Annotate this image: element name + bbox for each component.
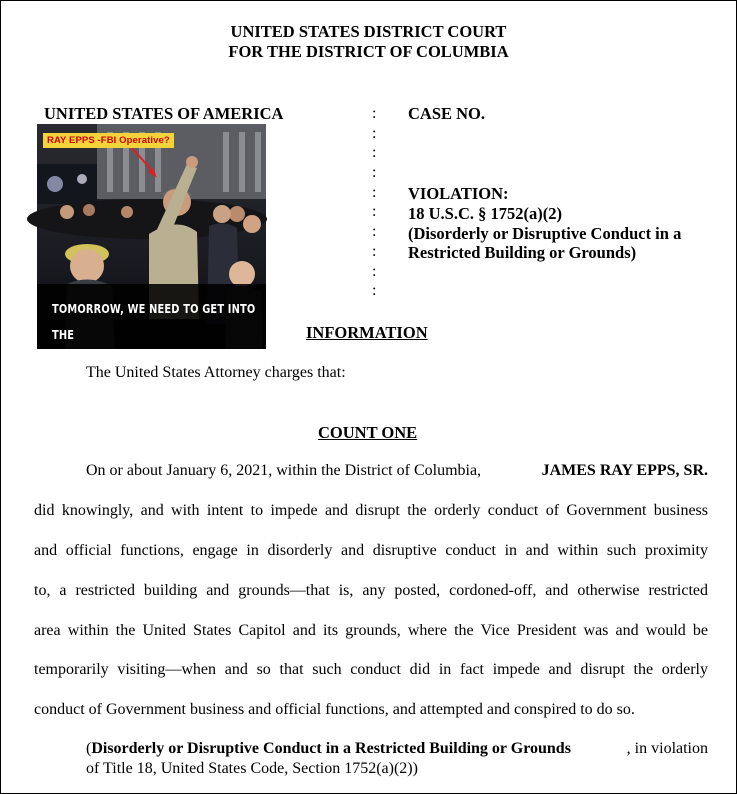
photo-tag: RAY EPPS -FBI Operative? [43, 133, 174, 148]
colon: : [372, 282, 377, 300]
colon: : [372, 164, 377, 182]
protest-photo [37, 124, 266, 368]
paragraph-line4: to, a restricted building and grounds—that is, any posted, cordoned-off, and otherwise restricted [34, 582, 708, 599]
colon: : [372, 262, 377, 280]
colon: : [372, 144, 377, 162]
paragraph-line1 [86, 462, 708, 480]
paragraph-line6: temporarily visiting—when and so that such conduct did in fact impede and disrupt the orderly [34, 661, 708, 678]
citation-offense: Disorderly or Disruptive Conduct in a Restricted Building or Grounds [91, 740, 571, 757]
offense-line2: Restricted Building or Grounds) [408, 243, 637, 262]
colon: : [372, 183, 377, 201]
citation-line1 [86, 740, 708, 758]
colon: : [372, 124, 377, 142]
photo-quote [52, 296, 262, 374]
information-heading: INFORMATION [306, 323, 428, 342]
colon: : [372, 223, 377, 241]
photo-quote-line2: CAPITOL, INTO THE CAPITOL! [52, 354, 218, 368]
caption-colon-column [372, 104, 376, 301]
photo-quote-line1: TOMORROW, WE NEED TO GET INTO THE [52, 302, 256, 342]
colon: : [372, 203, 377, 221]
citation-violation-text: , in violation [626, 740, 708, 757]
paragraph-line2: did knowingly, and with intent to impede and disrupt the orderly conduct of Government business [34, 502, 708, 519]
case-number-label: CASE NO. [408, 104, 486, 123]
intro-text: The United States Attorney charges that: [86, 364, 346, 381]
paragraph-line5: area within the United States Capitol and its grounds, where the Vice President was and would be [34, 622, 708, 639]
citation-line2: of Title 18, United States Code, Section 1752(a)(2)) [86, 760, 418, 777]
defendant-name: JAMES RAY EPPS, SR. [541, 462, 708, 479]
colon: : [372, 105, 377, 122]
count-heading: COUNT ONE [318, 423, 418, 442]
offense-line1: (Disorderly or Disruptive Conduct in a [408, 224, 682, 243]
colon: : [372, 242, 377, 260]
citation-open: ( [86, 740, 92, 757]
paragraph-line7: conduct of Government business and official functions, and attempted and conspired to do so. [34, 701, 635, 718]
court-title-line2: FOR THE DISTRICT OF COLUMBIA [228, 42, 509, 61]
court-title-line1: UNITED STATES DISTRICT COURT [230, 22, 507, 41]
statute: 18 U.S.C. § 1752(a)(2) [408, 204, 562, 223]
plaintiff-name: UNITED STATES OF AMERICA [44, 104, 284, 123]
paragraph-line1-text: On or about January 6, 2021, within the District of Columbia, [86, 462, 482, 479]
violation-label: VIOLATION: [408, 184, 509, 203]
paragraph-line3: and official functions, engage in disorderly and disruptive conduct in and within such proximity [34, 542, 708, 559]
